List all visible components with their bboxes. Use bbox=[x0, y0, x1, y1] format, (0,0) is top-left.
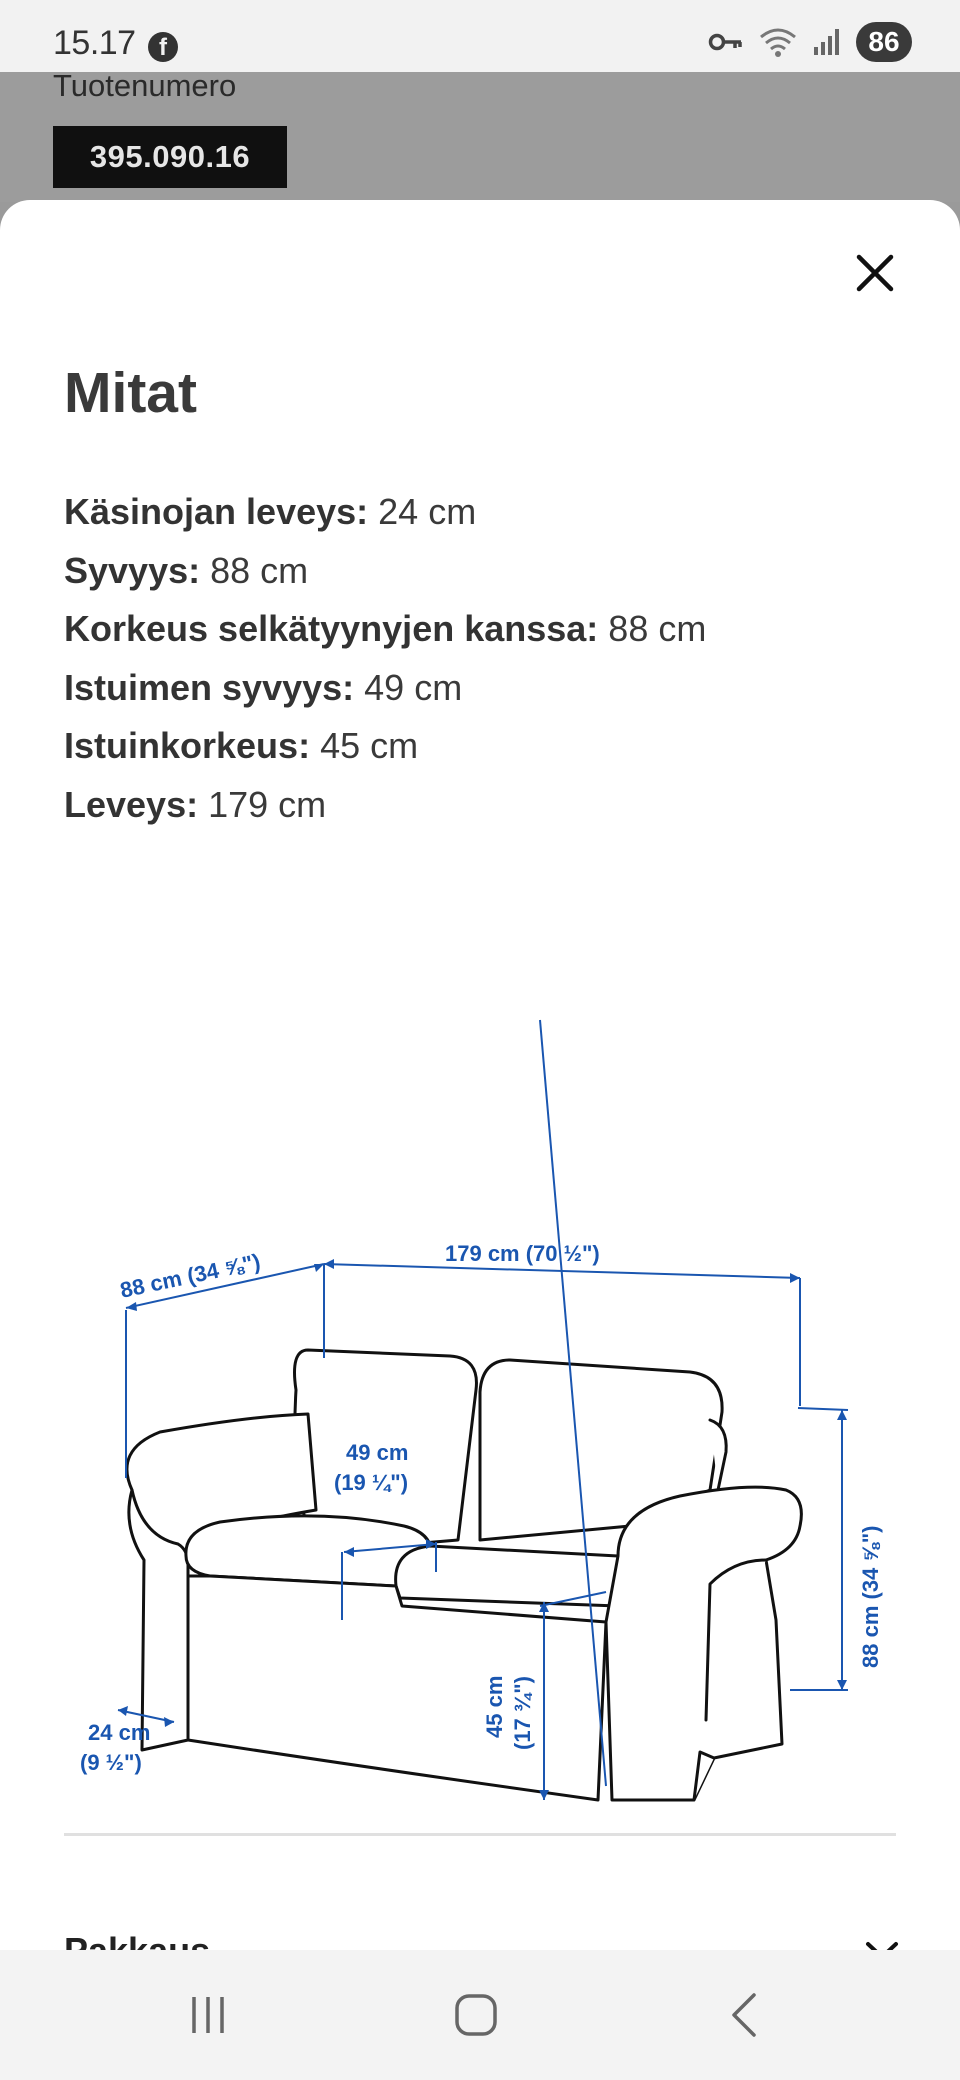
depth-label: 88 cm (34 ⅝") bbox=[117, 1248, 263, 1303]
width-label: 179 cm (70 ½") bbox=[445, 1241, 600, 1266]
seat-depth-in-label: (19 ¼") bbox=[334, 1470, 409, 1495]
arm-width-in-label: (9 ½") bbox=[80, 1750, 142, 1775]
sofa-outline bbox=[127, 1350, 801, 1800]
dimension-label: Istuinkorkeus: bbox=[64, 725, 311, 766]
key-icon bbox=[708, 30, 744, 54]
product-number: 395.090.16 bbox=[53, 126, 287, 188]
system-navigation-bar bbox=[0, 1950, 960, 2080]
close-button[interactable] bbox=[850, 248, 900, 298]
dimension-value: 45 cm bbox=[310, 725, 419, 766]
status-time: 15.17 bbox=[53, 24, 136, 62]
dimensions-list bbox=[64, 483, 924, 834]
dimension-value: 24 cm bbox=[368, 491, 477, 532]
facebook-icon: f bbox=[148, 32, 178, 62]
background-page bbox=[0, 68, 960, 202]
section-divider bbox=[64, 1833, 896, 1836]
back-icon bbox=[726, 1991, 762, 2039]
sofa-dimension-drawing bbox=[70, 1020, 900, 1800]
dimension-label: Korkeus selkätyynyjen kanssa: bbox=[64, 608, 599, 649]
close-icon bbox=[855, 253, 895, 293]
dimension-row bbox=[64, 717, 924, 776]
product-number-label: Tuotenumero bbox=[53, 68, 237, 103]
recents-icon bbox=[186, 1993, 230, 2037]
home-button[interactable] bbox=[436, 1980, 516, 2050]
seat-height-cm-label: 45 cm bbox=[482, 1675, 507, 1738]
arm-width-cm-label: 24 cm bbox=[88, 1720, 151, 1745]
dimension-label: Istuimen syvyys: bbox=[64, 666, 355, 708]
battery-indicator: 86 bbox=[856, 22, 912, 62]
dimension-value: 179 cm bbox=[198, 783, 327, 825]
dimension-label: Käsinojan leveys: bbox=[64, 491, 369, 532]
signal-icon bbox=[812, 27, 842, 57]
status-bar bbox=[0, 0, 960, 72]
height-label: 88 cm (34 ⅝") bbox=[858, 1525, 883, 1668]
dimension-row bbox=[64, 776, 924, 835]
dimension-row bbox=[64, 542, 924, 601]
dimension-value: 88 cm bbox=[598, 608, 707, 649]
wifi-icon bbox=[758, 26, 798, 58]
dimension-label: Leveys: bbox=[64, 783, 199, 825]
dimension-row bbox=[64, 659, 924, 718]
dimensions-sheet bbox=[0, 200, 960, 1950]
status-icons bbox=[708, 22, 912, 62]
home-icon bbox=[452, 1991, 500, 2039]
dimension-value: 88 cm bbox=[200, 549, 309, 591]
recents-button[interactable] bbox=[168, 1980, 248, 2050]
seat-height-in-label: (17 ¾") bbox=[510, 1675, 535, 1750]
dimension-row bbox=[64, 600, 924, 659]
sheet-title: Mitat bbox=[64, 361, 197, 425]
seat-depth-cm-label: 49 cm bbox=[346, 1440, 409, 1465]
dimension-label: Syvyys: bbox=[64, 549, 201, 591]
dimension-row bbox=[64, 483, 924, 542]
dimension-value: 49 cm bbox=[354, 666, 463, 708]
back-button[interactable] bbox=[704, 1980, 784, 2050]
